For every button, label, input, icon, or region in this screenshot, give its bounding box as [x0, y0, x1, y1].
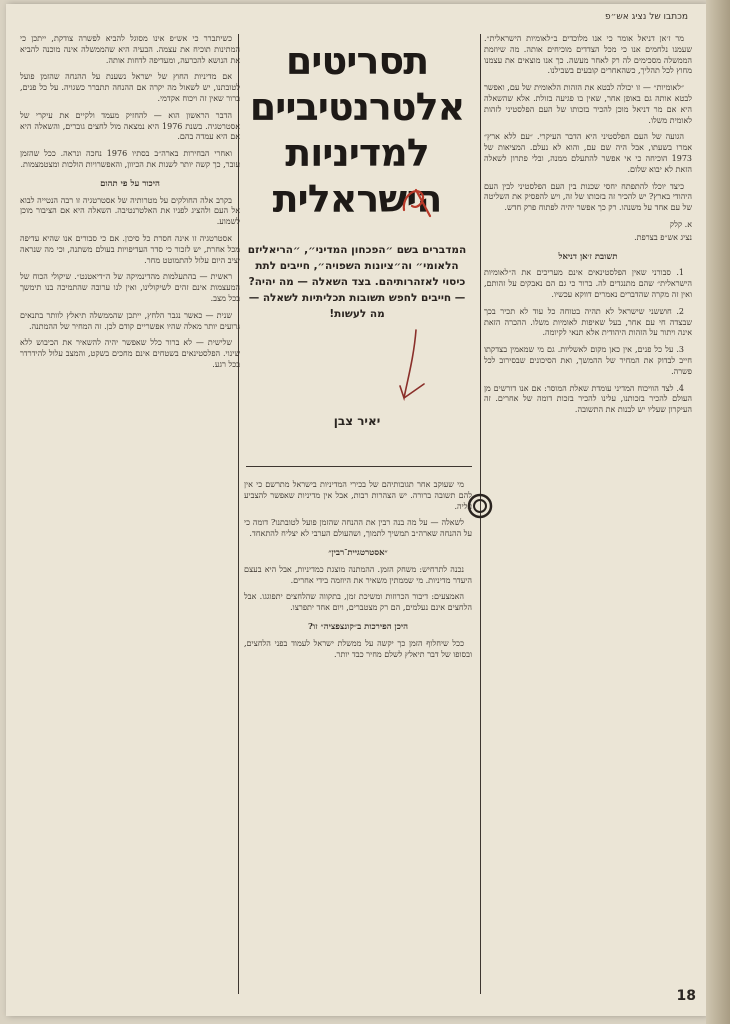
subhead: היכן הפירכות ב״קונצפציה״ זו?	[308, 621, 408, 632]
title-rule	[246, 466, 472, 467]
paragraph: כשיתברר כי אש״פ אינו מסוגל להביא לפשרה צודקת, ייתכן כי המתינות תוכיח את עצמה. הבעיה היא שהממשלה אינה מוכנה להביא את הנושא להכרעה, ומעדיפה לדחות אותה.	[20, 34, 240, 65]
paragraph: לשאלה — על מה בנה רבין את ההנחה שהזמן פועל לטובתנו? דומה כי על ההנחה שארה״ב תמשיך לתמוך, ושהעולם הערבי לא יצליח להתאחד.	[244, 518, 472, 539]
paragraph: אם מדיניות החוץ של ישראל נשענת על ההנחה שהזמן פועל לטובתנו, יש לשאול מה יקרה אם ההנחה תתברר כשגויה. על כל פנים, ברור שאין זה ויכוח אקדמי.	[20, 72, 240, 103]
title-line: הישראלית	[272, 177, 442, 221]
title-line: למדיניות	[285, 131, 429, 175]
page-edge	[706, 0, 730, 1024]
subhead: היכור על פי תהום	[100, 178, 160, 189]
running-head: מכתבו של נציג אש״פ	[605, 12, 688, 22]
paragraph: אסטרטגיה זו אינה חסרת כל סיכון. אם כי סבורים אנו שהיא עדיפה מכל אחרת, יש לזכור כי סדר העדיפויות בעולם משתנה, וכי מה שנראה יציב היום עלול להתמוטט מחר.	[20, 233, 240, 265]
left-column	[20, 34, 240, 976]
paragraph: ״לאומיות״ — זו יכולה לבטא את הזהות הלאומית של עם, ואפשר לבטא אותה גם באופן אחר, שאין בו פגיעה בזולת. אלא שהשאלה היא אם מר דניאל מוכן להכיר בזכותו של העם הפלסטיני לזהות לאומית משלו.	[484, 83, 692, 125]
article-title	[244, 38, 470, 222]
paragraph: 3. על כל פנים, אין כאן מקום לאשליות. גם מי שמאמין בצדקתו חייב לבדוק את המחיר של ההמשך, ואת הסיכונים שבסירוב לכל פשרה.	[484, 345, 692, 376]
paragraph: ראשית — בהתעלמות מהדינמיקה של ה״דיאטנט״. שיקולי הכוח של המעצמות אינם זהים לשיקולינו, ואין לנו ערובה שהתמיכה בנו תימשך בכל מצב.	[20, 272, 240, 303]
paragraph: הגועה של העם הפלסטיני היא הדבר העיקרי. ״עם ללא ארץ״ אמרו בשעתו, אבל היה שם עם, והוא לא נעלם. המציאות של 1973 הוכיחה כי אי אפשר להתעלם ממנה, ובלי פתרון לשאלה הזאת לא יבוא שלום.	[484, 132, 692, 174]
paragraph: מי שעוקב אחר תגובותיהם של בכירי המדיניות בישראל מתרשם כי אין להם תשובה ברורה. יש הצהרות רבות, אבל אין מדיניות שאפשר להצביע עליה.	[244, 480, 472, 511]
paragraph: ככל שיחלוף הזמן כך יקשה על ממשלת ישראל לעמוד בפני הלחצים, ובסופו של דבר תיאלץ לשלם מחיר כבד יותר.	[244, 638, 472, 659]
subhead: ״אסטרטגיית־רבין״	[328, 547, 388, 558]
newspaper-page	[6, 4, 706, 1016]
page-number: 18	[676, 988, 696, 1004]
paragraph: ואחרי הבחירות בארה״ב בסתיו 1976 נחכה ונראה. ככל שהזמן עובר, כך קשה יותר לשנות את הכיוון, והאפשרויות הולכות ומצטמצמות.	[20, 149, 240, 169]
title-line: אלטרנטיביים	[249, 85, 465, 129]
paragraph: שנית — כאשר נגבר הלחץ, ייתכן שהממשלה תיאלץ לוותר בתנאים גרועים יותר מאלה שהיו אפשריים קודם לכן. זה המחיר של ההמתנה.	[20, 310, 240, 331]
right-column	[484, 34, 692, 976]
paragraph: מר ז׳אן דניאל אומר כי אנו מלוכדים ב״לאומיות הישראלית״. שעמנו נלחמים אנו כי מכל הצדדים מוכיחים אותה. מה שיוזמת הממשלה מסכימים לה רק לאחר מעשה. כך אנו מוצאים את עצמנו מחוץ לכל תהליך, כשהאחרים קובעים בשבילנו.	[484, 34, 692, 76]
title-line: תסריטים	[285, 39, 429, 83]
paragraph: בקרב אלה החולקים על מטרותיה של אסטרטגיה זו רבה הנטייה לבוא אל העם ולהציג לפניו את האלטרנטיבה. השאלה היא אם הציבור מוכן לשמוע.	[20, 195, 240, 227]
author-byline: יאיר צבן	[333, 414, 381, 428]
paragraph: כיצד יוכלו להתפתח יחסי שכנות בין העם הפלסטיני לבין העם היהודי בארץ? יש להכיר זה בזכותו של זה, ויש להפסיק את השליטה של עם אחד על משנהו. רק כך אפשר יהיה לפתוח פרק חדש.	[484, 181, 692, 213]
paragraph: נכנה לתרחיש: משחק הזמן. ההמתנה מוצגת כמדיניות, אבל היא בעצם היעדר מדיניות. מי שממתין משאיר את היוזמה בידי אחרים.	[244, 564, 472, 585]
paragraph: שלישית — לא ברור כלל שאפשר יהיה להשאיר את הכיבוש ללא שינוי. הפלסטינאים בשטחים אינם מחכים בשקט, והמצב עלול להידרדר בכל רגע.	[20, 338, 240, 369]
paragraph: 4. לצד הוויכוח המדיני עומדת שאלת המוסר: אם אנו דורשים מן העולם להכיר בזכותנו, עלינו להכיר בזכות דומה של אחרים. זה העיקרון שעליו יש לבנות את התשובה.	[484, 383, 692, 415]
subhead: תשובת ז׳אן דניאל	[558, 251, 618, 262]
signature: א. קלק	[669, 219, 692, 229]
middle-column	[244, 480, 472, 976]
paragraph: 2. חוששני שישראל לא תהיה בטוחה כל עוד לא תכיר בכך שבצדה חי עם אחר, בעל שאיפות לאומיות משלו. ההכרה הזאת אינה ויתור על הזהות היהודית אלא תנאי לקיומה.	[484, 306, 692, 338]
handwritten-mark-icon	[396, 180, 436, 220]
paragraph: הדבר הראשון הוא — להחזיק מעמד ולקיים את עיקרי של אסטרטגיה. בשנת 1976 היא נמצאה מול לחצים גוברים, והשאלה היא אם היא עמדה בהם.	[20, 110, 240, 142]
paragraph: 1. סבורני שאין הפלסטינאים אינם מעריכים את ה״לאומיות הישראלית״ שהם מתנגדים לה. ברור כי גם הם נאבקים על זהותם, ואין זה מקרה שהדברים נאמרים דווקא עכשיו.	[484, 268, 692, 299]
handwritten-check-icon	[394, 326, 434, 406]
article-lead: המדברים בשם ״הפכחון המדיני״, ״הריאליזם הלאומי״ וה״ציונות השפויה״, חייבים לתת כיסוי לאזהרותיהם. בצד השאלה — מה יהיה? — חייבים לחפש תשובות תכליתיות לשאלה — מה לעשות!	[247, 244, 467, 320]
signature-title: נציג אש״פ בצרפת.	[634, 232, 692, 242]
paragraph: האמצעים: דיבור הכרוזות ומשיכת זמן, בתקווה שהלחצים יתפוגגו. אבל הלחצים אינם נעלמים, הם רק מצטברים, ויום אחד יתפרצו.	[244, 592, 472, 613]
